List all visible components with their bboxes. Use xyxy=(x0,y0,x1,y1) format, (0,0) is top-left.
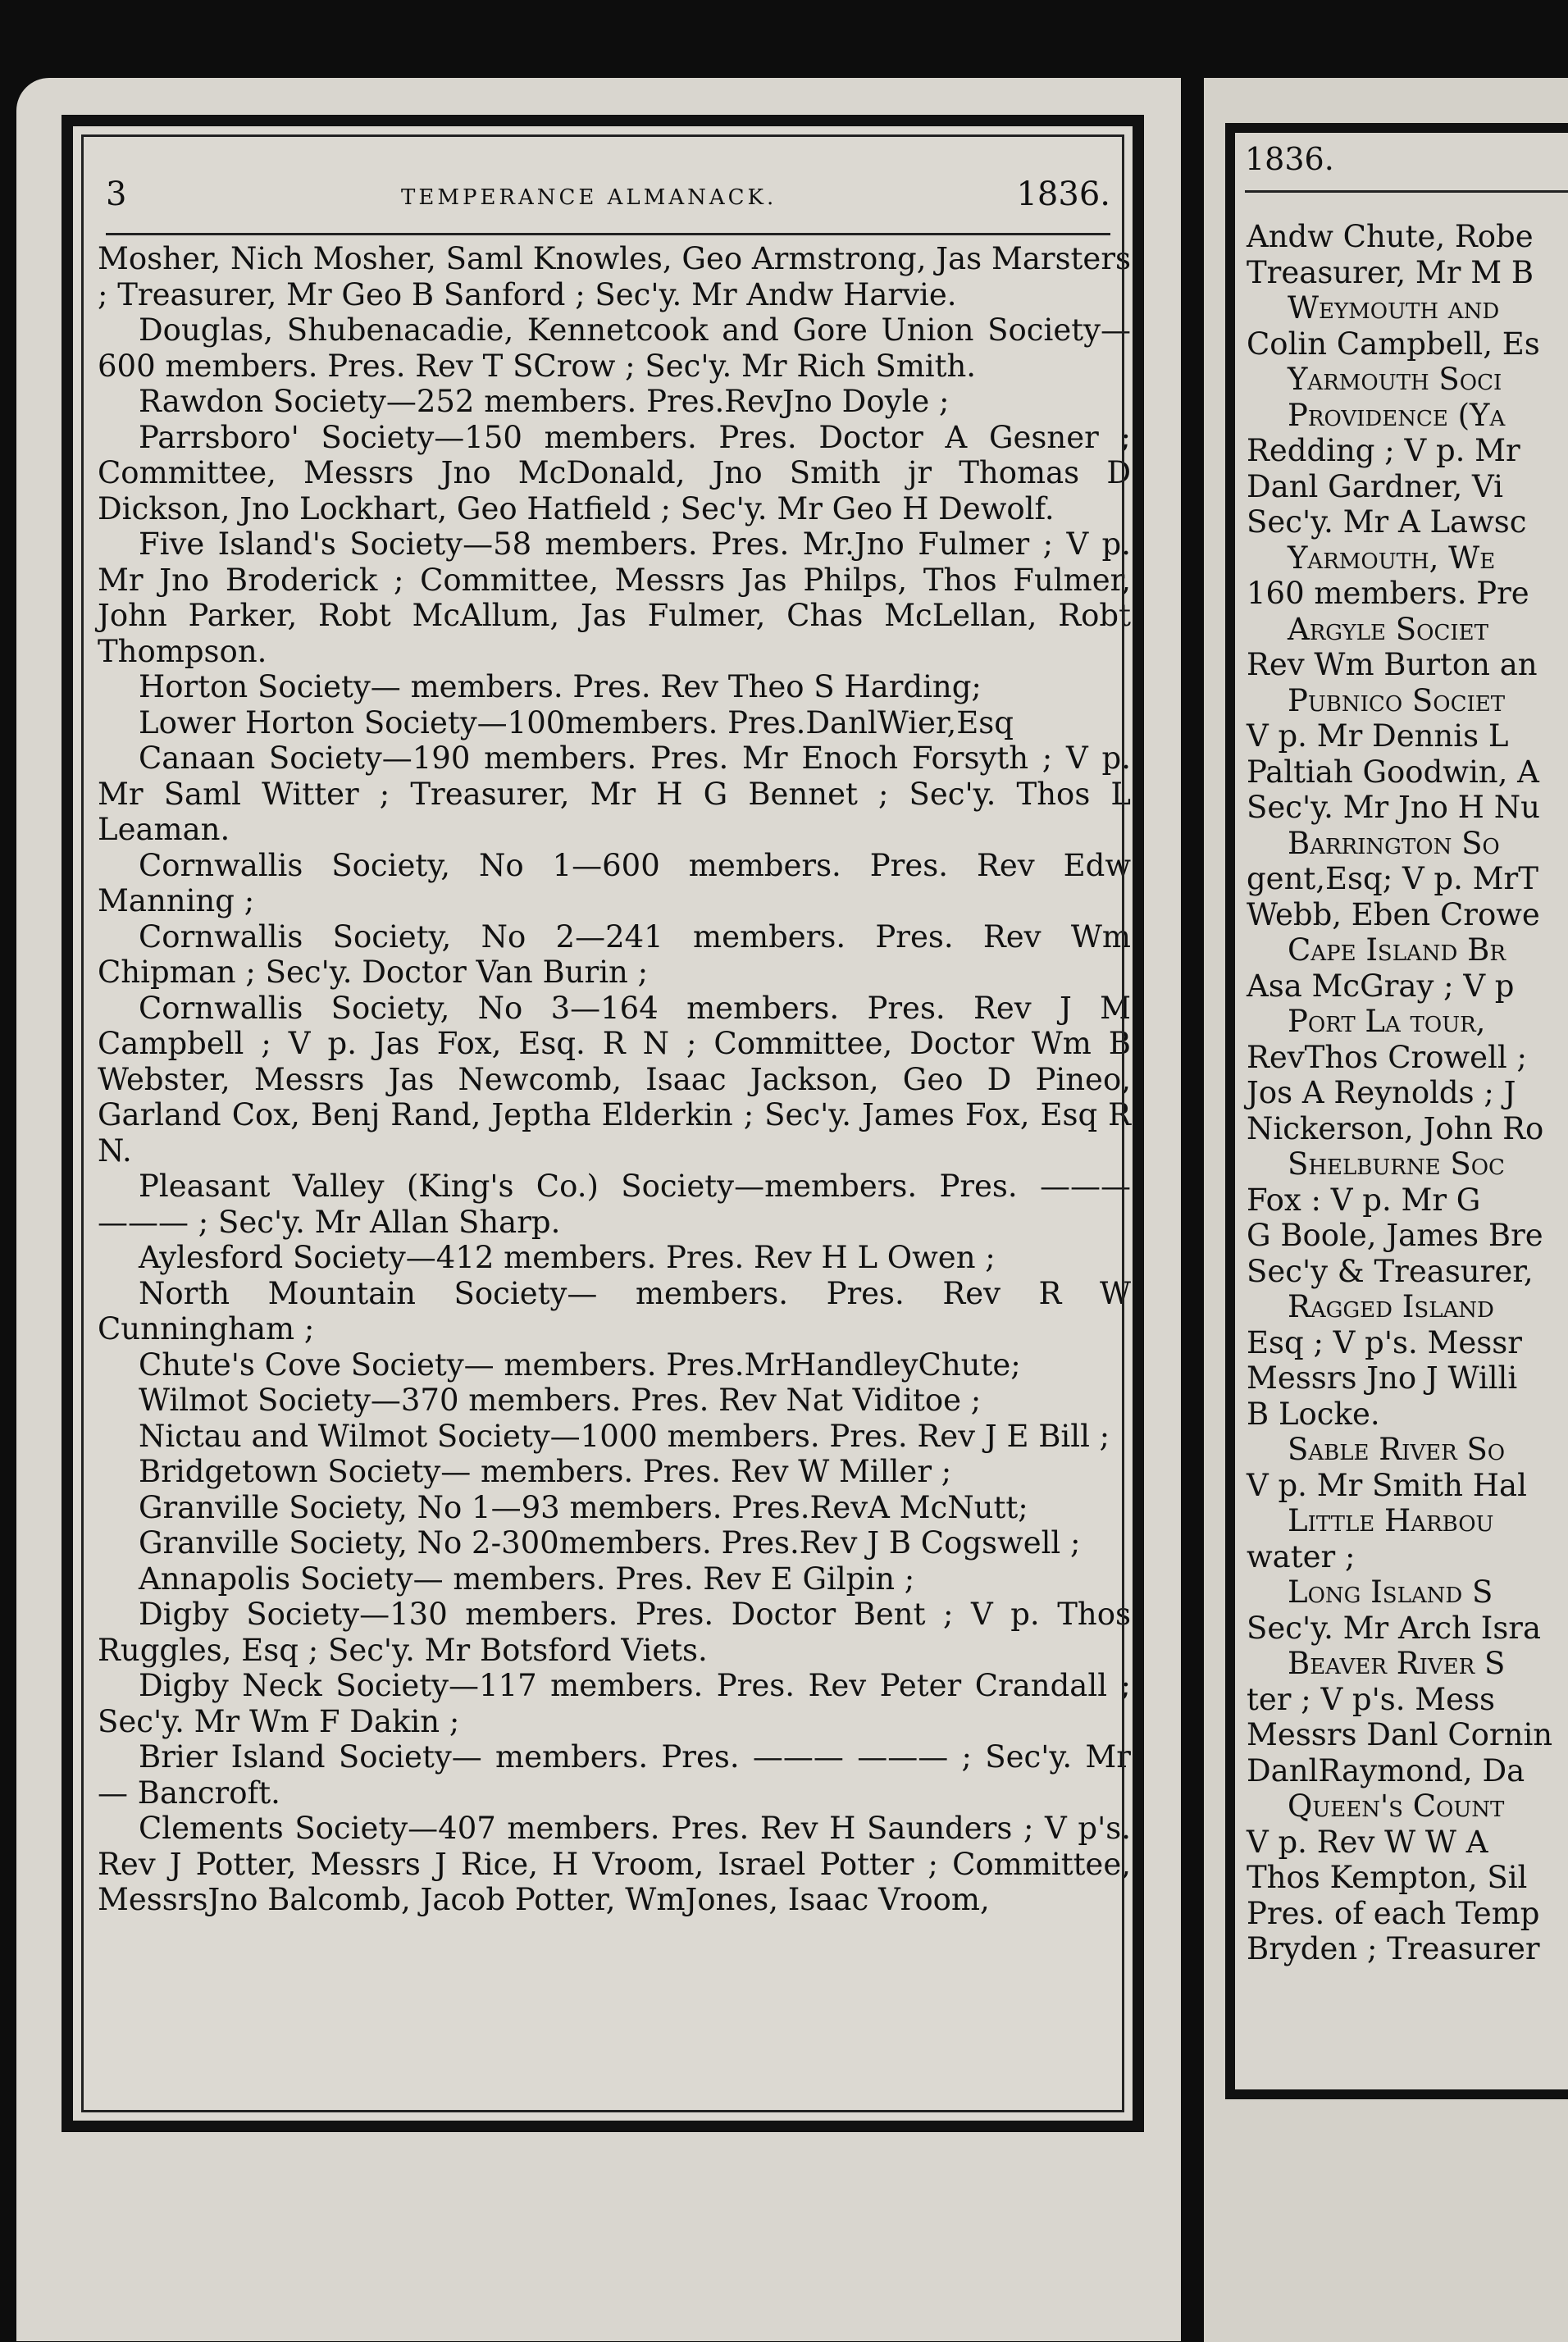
line: Jos A Reynolds ; J xyxy=(1247,1075,1516,1110)
line: Little Harbou xyxy=(1288,1503,1494,1538)
entry: Douglas, Shubenacadie, Kennetcook and Gore Union Society—600 members. Pres. Rev T SCrow ; Sec'y. Mr Rich Smith. xyxy=(98,312,1131,384)
line: Weymouth and xyxy=(1288,290,1500,326)
line: Treasurer, Mr M B xyxy=(1247,254,1534,290)
line: Pres. of each Temp xyxy=(1247,1895,1540,1931)
entry: Bridgetown Society— members. Pres. Rev W Miller ; xyxy=(139,1454,952,1489)
entry: North Mountain Society— members. Pres. Rev R W Cunningham ; xyxy=(98,1275,1131,1346)
line: RevThos Crowell ; xyxy=(1247,1039,1527,1075)
line: Barrington So xyxy=(1288,825,1500,861)
line: Fox : V p. Mr G xyxy=(1247,1182,1481,1218)
line: Esq ; V p's. Messr xyxy=(1247,1324,1522,1360)
line: Sec'y & Treasurer, xyxy=(1247,1253,1534,1289)
entry: Clements Society—407 members. Pres. Rev H Saunders ; V p's. Rev J Potter, Messrs J Rice, H Vroom, Israel Potter ; Committee, MessrsJno Balcomb, Jacob Potter, WmJones, Isaac Vroom, xyxy=(98,1811,1131,1917)
line: Rev Wm Burton an xyxy=(1247,647,1538,682)
line: Port La tour, xyxy=(1288,1004,1486,1039)
entry: Lower Horton Society—100members. Pres.DanlWier,Esq xyxy=(139,704,1014,740)
entry: Cornwallis Society, No 3—164 members. Pres. Rev J M Campbell ; V p. Jas Fox, Esq. R N ; Committee, Doctor Wm B Webster, Messrs Jas Newcomb, Isaac Jackson, Geo D Pineo, Garland Cox, Benj Rand, Jeptha Elderkin ; Sec'y. James Fox, Esq R N. xyxy=(98,990,1131,1169)
line: Paltiah Goodwin, A xyxy=(1247,754,1539,790)
line: V p. Rev W W A xyxy=(1247,1824,1488,1860)
line: DanlRaymond, Da xyxy=(1247,1752,1525,1788)
entry: Five Island's Society—58 members. Pres. Mr.Jno Fulmer ; V p. Mr Jno Broderick ; Committee, Messrs Jas Philps, Thos Fulmer, John Parker, Robt McAllum, Jas Fulmer, Chas McLellan, Robt Thompson. xyxy=(98,526,1131,669)
right-listing xyxy=(1247,219,1568,1967)
line: Sec'y. Mr Jno H Nu xyxy=(1247,790,1540,825)
entry: Granville Society, No 1—93 members. Pres.RevA McNutt; xyxy=(139,1489,1028,1525)
society-listing xyxy=(98,241,1131,1918)
page-number: 3 xyxy=(106,175,127,213)
entry: Cornwallis Society, No 1—600 members. Pres. Rev Edw Manning ; xyxy=(98,847,1131,918)
line: Bryden ; Treasurer xyxy=(1247,1931,1540,1966)
entry: Cornwallis Society, No 2—241 members. Pres. Rev Wm Chipman ; Sec'y. Doctor Van Burin ; xyxy=(98,918,1131,990)
line: Beaver River S xyxy=(1288,1646,1506,1681)
line: Webb, Eben Crowe xyxy=(1247,896,1540,932)
entry: Annapolis Society— members. Pres. Rev E Gilpin ; xyxy=(139,1561,915,1597)
line: Danl Gardner, Vi xyxy=(1247,468,1503,504)
line: gent,Esq; V p. MrT xyxy=(1247,861,1538,896)
page-gutter xyxy=(1181,78,1204,2342)
entry: Chute's Cove Society— members. Pres.MrHandleyChute; xyxy=(139,1346,1021,1383)
entry: Horton Society— members. Pres. Rev Theo S Harding; xyxy=(139,669,982,704)
line: Sec'y. Mr Arch Isra xyxy=(1247,1610,1542,1646)
line: ter ; V p's. Mess xyxy=(1247,1681,1496,1717)
entry: Brier Island Society— members. Pres. ——— ——— ; Sec'y. Mr — Bancroft. xyxy=(98,1739,1131,1811)
line: Thos Kempton, Sil xyxy=(1247,1860,1528,1895)
line: Sec'y. Mr A Lawsc xyxy=(1247,504,1527,540)
entry: Rawdon Society—252 members. Pres.RevJno Doyle ; xyxy=(139,384,950,419)
entry: Aylesford Society—412 members. Pres. Rev H L Owen ; xyxy=(139,1240,996,1275)
line: Queen's Count xyxy=(1288,1788,1505,1824)
right-page xyxy=(1204,78,1568,2342)
entry: Pleasant Valley (King's Co.) Society—members. Pres. ——— ——— ; Sec'y. Mr Allan Sharp. xyxy=(98,1169,1131,1240)
entry: Digby Society—130 members. Pres. Doctor Bent ; V p. Thos Ruggles, Esq ; Sec'y. Mr Botsford Viets. xyxy=(98,1597,1131,1668)
right-header-year: 1836. xyxy=(1245,141,1568,193)
line: Sable River So xyxy=(1288,1432,1506,1467)
line: V p. Mr Dennis L xyxy=(1247,718,1509,754)
page-header xyxy=(106,175,1110,235)
line: Pubnico Societ xyxy=(1288,682,1506,718)
entry: Nictau and Wilmot Society—1000 members. Pres. Rev J E Bill ; xyxy=(139,1418,1110,1454)
right-page-frame xyxy=(1225,123,1568,2099)
line: 160 members. Pre xyxy=(1247,576,1529,611)
line: Nickerson, John Ro xyxy=(1247,1110,1544,1146)
running-title: TEMPERANCE ALMANACK. xyxy=(401,185,777,210)
line: Providence (Ya xyxy=(1288,397,1506,433)
left-page-frame xyxy=(62,115,1144,2132)
entry: Wilmot Society—370 members. Pres. Rev Nat Viditoe ; xyxy=(139,1383,982,1418)
entry: Parrsboro' Society—150 members. Pres. Doctor A Gesner ; Committee, Messrs Jno McDonald, Jno Smith jr Thomas D Dickson, Jno Lockhart, Geo Hatfield ; Sec'y. Mr Geo H Dewolf. xyxy=(98,419,1131,526)
line: Shelburne Soc xyxy=(1288,1146,1505,1182)
line: Messrs Jno J Willi xyxy=(1247,1360,1518,1396)
line: water ; xyxy=(1247,1538,1356,1574)
line: V p. Mr Smith Hal xyxy=(1247,1467,1527,1503)
entry: Granville Society, No 2-300members. Pres.Rev J B Cogswell ; xyxy=(139,1525,1081,1561)
line: Yarmouth Soci xyxy=(1288,362,1502,397)
line: Yarmouth, We xyxy=(1288,540,1496,576)
line: G Boole, James Bre xyxy=(1247,1218,1543,1253)
line: Redding ; V p. Mr xyxy=(1247,433,1520,468)
line: Cape Island Br xyxy=(1288,932,1506,968)
header-year: 1836. xyxy=(1016,175,1110,213)
line: B Locke. xyxy=(1247,1396,1380,1432)
line: Andw Chute, Robe xyxy=(1247,219,1534,254)
entry: Canaan Society—190 members. Pres. Mr Enoch Forsyth ; V p. Mr Saml Witter ; Treasurer, Mr H G Bennet ; Sec'y. Thos L Leaman. xyxy=(98,740,1131,847)
line: Ragged Island xyxy=(1288,1289,1494,1324)
line: Asa McGray ; V p xyxy=(1247,968,1515,1004)
line: Messrs Danl Cornin xyxy=(1247,1717,1553,1752)
entry: Digby Neck Society—117 members. Pres. Rev Peter Crandall ; Sec'y. Mr Wm F Dakin ; xyxy=(98,1668,1131,1739)
line: Long Island S xyxy=(1288,1574,1493,1610)
line: Argyle Societ xyxy=(1288,611,1488,647)
entry: Mosher, Nich Mosher, Saml Knowles, Geo Armstrong, Jas Marsters ; Treasurer, Mr Geo B Sanford ; Sec'y. Mr Andw Harvie. xyxy=(98,241,1131,312)
line: Colin Campbell, Es xyxy=(1247,326,1540,362)
